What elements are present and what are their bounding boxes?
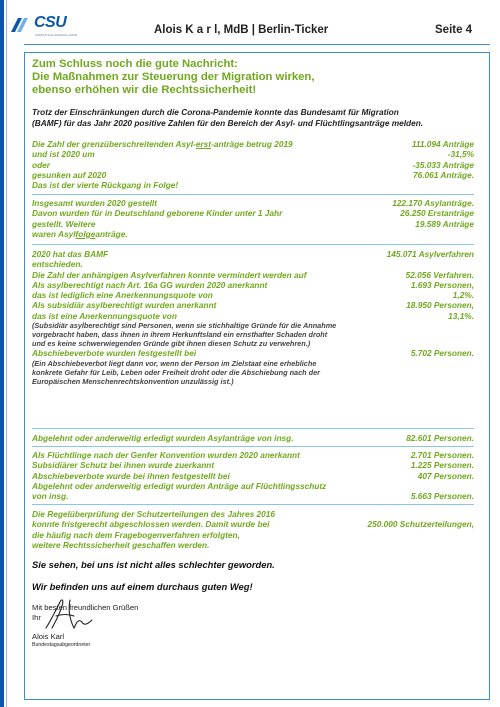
stat-value: 407 Personen. <box>417 470 474 481</box>
stat-label: und ist 2020 um <box>32 149 95 160</box>
stat-label: 2020 hat das BAMF <box>32 249 109 259</box>
stat-value: -35.033 Anträge <box>412 159 474 170</box>
stat-value: 122.170 Asylanträge. <box>392 198 474 208</box>
stat-label: gestellt. Weitere <box>32 218 96 229</box>
note-line: konkrete Gefahr für Leib, Leben oder Freiheit droht oder die Abschiebung nach der <box>32 367 320 377</box>
note-line: vorgebracht haben, dass ihnen in ihrem Herkunftsland ein ernsthafter Schaden droht <box>32 330 328 340</box>
stat-row <box>32 170 474 180</box>
text-part: -anträge betrug 2019 <box>211 139 293 149</box>
stat-value: 19.589 Anträge <box>415 218 474 229</box>
stat-row <box>32 450 474 460</box>
stat-label: Als subsidiär asylberechtigt wurden anerkannt <box>32 300 217 311</box>
stat-row <box>32 198 474 208</box>
header-title: Alois K a r l, MdB | Berlin-Ticker <box>154 24 329 36</box>
stat-label: Die Zahl der anhängigen Asylverfahren konnte vermindert werden auf <box>32 269 307 280</box>
stat-value: 1.225 Personen. <box>410 460 474 471</box>
stat-value: 5.663 Personen. <box>410 491 474 502</box>
intro-line: (BAMF) für das Jahr 2020 positive Zahlen für den Bereich der Asyl- und Flüchtlingsanträge melden. <box>32 117 424 128</box>
stat-value: 1,2%. <box>452 290 474 301</box>
refugee-protection-block <box>32 450 474 501</box>
stat-row <box>32 519 474 529</box>
stat-row <box>32 433 474 443</box>
intro-line: Trotz der Einschränkungen durch die Corona-Pandemie konnte das Bundesamt für Migration <box>32 107 399 117</box>
left-accent-stripe <box>0 0 4 707</box>
stat-row <box>32 139 474 149</box>
stat-label: gesunken auf 2020 <box>32 169 107 180</box>
csu-wing-icon <box>9 14 31 36</box>
stat-value: 1.693 Personen, <box>410 279 474 290</box>
headline-line: ebenso erhöhen wir die Rechtssicherheit! <box>32 84 257 96</box>
stat-row <box>32 249 474 259</box>
review-block <box>32 509 474 550</box>
headline-line: Die Maßnahmen zur Steuerung der Migration wirken, <box>32 71 315 83</box>
stat-label: das ist lediglich eine Anerkennungsquote von <box>32 290 213 301</box>
stat-label: entschieden. <box>32 259 83 270</box>
stat-value: 13,1%. <box>448 310 474 321</box>
rejected-block <box>32 433 474 443</box>
handwritten-signature <box>40 594 110 634</box>
csu-logo <box>9 14 83 42</box>
text-part: anträge. <box>95 228 128 239</box>
note-line: Europäischen Menschenrechtskonvention unzulässig ist.) <box>32 376 234 386</box>
headline <box>32 58 474 97</box>
closing-line-2: Wir befinden uns auf einem durchaus guten Weg! <box>32 581 253 592</box>
logo-text: CSU <box>34 14 67 31</box>
stat-label <box>32 139 293 149</box>
decisions-block <box>32 249 474 386</box>
section-divider <box>32 428 474 429</box>
first-applications-block <box>32 139 474 190</box>
stat-value: 26.250 Erstanträge <box>400 208 474 219</box>
stat-label: Davon wurden für in Deutschland geborene Kinder unter 1 Jahr <box>32 208 283 219</box>
header-divider <box>24 44 490 45</box>
stat-row <box>32 491 474 501</box>
section-divider <box>32 244 474 245</box>
closing-line-1: Sie sehen, bei uns ist nicht alles schlechter geworden. <box>32 559 275 570</box>
signature-name: Alois Karl <box>32 632 65 641</box>
stat-row <box>32 300 474 310</box>
stat-label: die häufig nach dem Fragebogenverfahren erfolgten, <box>32 529 240 540</box>
deportation-ban-note <box>32 359 474 386</box>
stat-row <box>32 290 474 300</box>
left-accent-thin-line <box>6 0 7 707</box>
stat-row <box>32 311 474 321</box>
stat-value: 111.094 Anträge <box>411 139 474 149</box>
stat-label: Abschiebeverbote wurde bei ihnen festgestellt bei <box>32 470 230 481</box>
greeting-line: Mit besten freundlichen Grüßen <box>32 603 139 612</box>
stat-label: Abgelehnt oder anderweitig erledigt wurden Anträge auf Flüchtlingsschutz <box>32 480 327 491</box>
stat-label: Das ist der vierte Rückgang in Folge! <box>32 180 179 191</box>
stat-label: oder <box>32 159 50 170</box>
stat-value: 5.702 Personen. <box>410 348 474 359</box>
section-divider <box>32 194 474 195</box>
stat-row <box>32 471 474 481</box>
stat-label: das ist eine Anerkennungsquote von <box>32 310 177 321</box>
section-divider <box>32 446 474 447</box>
text-part: Die Zahl der grenzüberschreitenden Asyl- <box>32 139 196 149</box>
page-number: Seite 4 <box>435 24 473 36</box>
stat-value: -31,5% <box>447 149 474 160</box>
subsidiary-note <box>32 321 474 348</box>
intro-paragraph <box>32 107 474 128</box>
stat-row <box>32 280 474 290</box>
stat-label: Insgesamt wurden 2020 gestellt <box>32 198 157 208</box>
note-line: (Subsidiär asylberechtigt sind Personen, wenn sie stichhaltige Gründe für die Annahme <box>32 321 337 331</box>
stat-label: konnte fristgerecht abgeschlossen werden. Damit wurde bei <box>32 519 270 530</box>
stat-value: 82.601 Personen. <box>406 433 474 443</box>
text-underlined: erst <box>195 139 212 149</box>
section-divider <box>32 504 474 505</box>
stat-value: 52.056 Verfahren. <box>405 269 474 280</box>
stat-label: Abschiebeverbote wurden festgestellt bei <box>32 348 197 359</box>
stat-label: Als Flüchtlinge nach der Genfer Konvention wurden 2020 anerkannt <box>32 450 300 460</box>
stat-value: 145.071 Asylverfahren <box>386 249 474 259</box>
stat-label: Als asylberechtigt nach Art. 16a GG wurden 2020 anerkannt <box>32 279 268 290</box>
stat-label: von insg. <box>32 491 69 502</box>
stat-row <box>32 460 474 470</box>
text-underlined: folge <box>75 228 96 239</box>
text-part: waren Asyl <box>32 228 76 239</box>
signature-role: Bundestagsabgeordneter <box>32 642 91 648</box>
stat-row <box>32 208 474 218</box>
stat-value: 250.000 Schutzerteilungen, <box>367 519 474 530</box>
stat-label: Abgelehnt oder anderweitig erledigt wurden Asylanträge von insg. <box>32 433 294 443</box>
total-applications-block <box>32 198 474 239</box>
logo-subtitle: CHRISTLICH-SOZIALE UNION <box>35 33 78 37</box>
stat-row <box>32 270 474 280</box>
stat-value: 18.950 Personen, <box>406 300 474 311</box>
note-line: (Ein Abschiebeverbot liegt dann vor, wenn der Person im Zielstaat eine erhebliche <box>32 358 317 368</box>
stat-value: 2.701 Personen. <box>410 450 474 460</box>
stat-value: 76.061 Anträge. <box>412 169 474 180</box>
stat-label <box>32 229 474 239</box>
stat-label: Die Regelüberprüfung der Schutzerteilungen des Jahres 2016 <box>32 509 275 519</box>
stat-label: Subsidiärer Schutz bei ihnen wurde zuerkannt <box>32 460 215 471</box>
stat-row <box>32 348 474 358</box>
stat-label: weitere Rechtssicherheit geschaffen werden. <box>32 539 210 550</box>
note-line: und es keine schwerwiegenden Gründe gibt ihnen diesen Schutz zu verwehren.) <box>32 339 311 349</box>
stat-row <box>32 219 474 229</box>
greeting-line: Ihr <box>32 612 41 622</box>
stat-row <box>32 149 474 159</box>
stat-row <box>32 160 474 170</box>
headline-line: Zum Schluss noch die gute Nachricht: <box>32 58 238 70</box>
